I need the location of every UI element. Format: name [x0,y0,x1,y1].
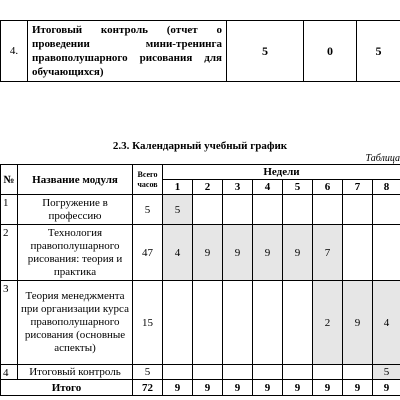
week-cell: 9 [253,225,283,281]
week-cell [223,281,253,365]
week-cell [253,281,283,365]
week-total: 9 [313,380,343,396]
week-cell [223,365,253,380]
week-cell [193,195,223,225]
value-cell: 0 [304,21,357,82]
module-name: Погружение в профессию [18,195,133,225]
header-module: Название модуля [18,165,133,195]
week-cell: 4 [373,281,400,365]
module-total: 47 [133,225,163,281]
week-cell [283,365,313,380]
week-cell [373,195,400,225]
week-number: 8 [373,180,400,195]
week-cell: 4 [163,225,193,281]
week-cell [253,195,283,225]
week-cell [283,195,313,225]
value-cell: 5 [357,21,400,82]
table-row [1,225,400,281]
total-hours: 72 [133,380,163,396]
week-total: 9 [283,380,313,396]
table-row [1,21,400,82]
week-cell [283,281,313,365]
module-number: 3 [1,281,18,365]
week-total: 9 [253,380,283,396]
week-cell [163,365,193,380]
week-cell: 9 [343,281,373,365]
week-number: 1 [163,180,193,195]
week-cell [193,281,223,365]
module-name: Итоговый контроль [18,365,133,380]
week-total: 9 [223,380,253,396]
module-number: 2 [1,225,18,281]
week-cell: 9 [223,225,253,281]
section-title: 2.3. Календарный учебный график [112,140,288,152]
value-cell: 5 [227,21,304,82]
header-row [1,165,400,180]
week-cell [373,225,400,281]
week-total: 9 [343,380,373,396]
module-total: 15 [133,281,163,365]
module-name: Теория менеджмента при организации курса правополушарного рисования (основные аспекты) [18,281,133,365]
table-row [1,281,400,365]
module-name: Технология правополушарного рисования: теория и практика [18,225,133,281]
week-number: 4 [253,180,283,195]
week-cell [313,365,343,380]
week-total: 9 [193,380,223,396]
module-number: 4 [1,365,18,380]
header-weeks: Недели [163,165,400,180]
table-caption: Таблица [365,153,400,164]
week-cell: 7 [313,225,343,281]
week-number: 3 [223,180,253,195]
week-cell [343,225,373,281]
week-number: 7 [343,180,373,195]
total-row [1,380,400,396]
week-total: 9 [163,380,193,396]
week-cell: 5 [373,365,400,380]
week-cell [253,365,283,380]
week-cell: 9 [193,225,223,281]
table-row [1,365,400,380]
week-cell [343,365,373,380]
header-total-hours: Всего часов [133,165,163,195]
module-number: 1 [1,195,18,225]
week-cell [193,365,223,380]
module-total: 5 [133,365,163,380]
table-row [1,195,400,225]
header-number: № [1,165,18,195]
week-cell [163,281,193,365]
week-cell: 9 [283,225,313,281]
week-cell [343,195,373,225]
calendar-schedule-table [0,164,400,396]
row-number: 4. [1,21,28,82]
module-total: 5 [133,195,163,225]
week-total: 9 [373,380,400,396]
week-cell: 2 [313,281,343,365]
week-number: 5 [283,180,313,195]
week-number: 2 [193,180,223,195]
week-cell [223,195,253,225]
hours-table-fragment [0,20,400,82]
week-cell [313,195,343,225]
row-description: Итоговый контроль (отчет о проведении мини-тренинга правополушарного рисования для обучающихся) [28,21,227,82]
week-cell: 5 [163,195,193,225]
total-label: Итого [1,380,133,396]
week-number: 6 [313,180,343,195]
